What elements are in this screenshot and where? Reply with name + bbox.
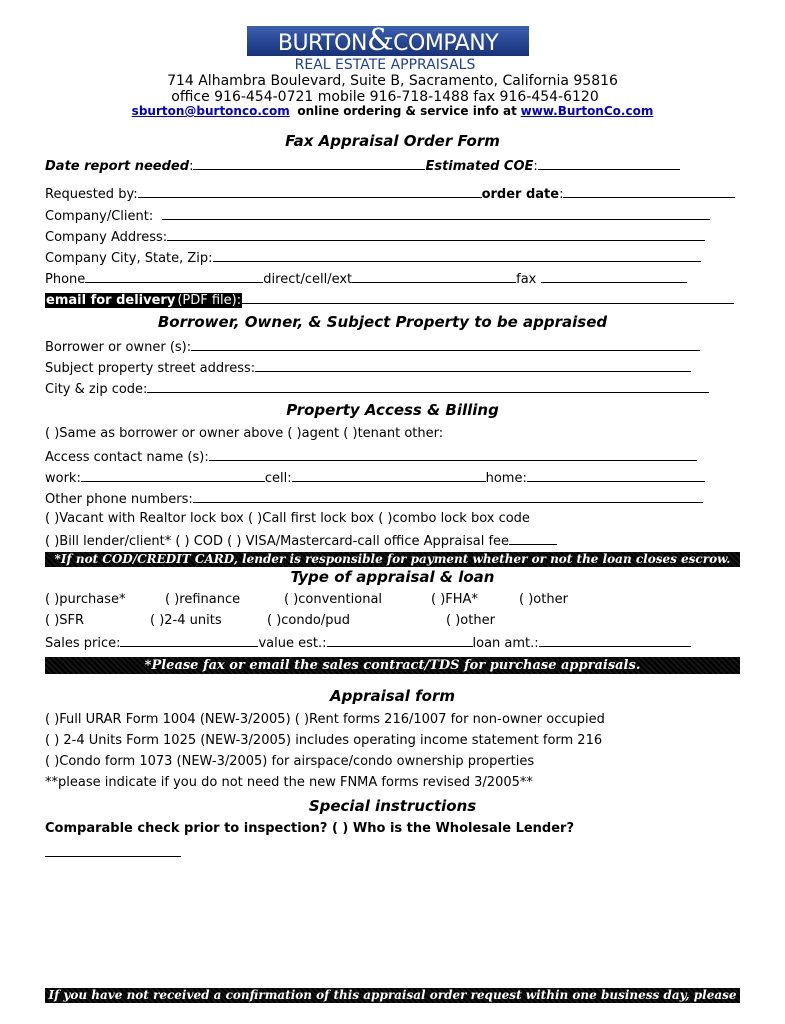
fnma-note: **please indicate if you do not need the new FNMA forms revised 3/2005** [45, 775, 533, 790]
company-city-row [45, 249, 701, 267]
order-date-field[interactable] [563, 185, 735, 198]
order-date-label: order date [481, 187, 560, 202]
home-field[interactable] [527, 469, 705, 482]
company-client-field[interactable] [162, 207, 710, 220]
loan-refinance-option[interactable]: ( )refinance [165, 592, 241, 607]
loan-amt-label: loan amt.: [472, 636, 539, 651]
work-cell-home-row [45, 469, 705, 487]
company-city-field[interactable] [213, 249, 701, 262]
colon: : [189, 159, 194, 174]
loan-other-option[interactable]: ( )other [519, 592, 568, 607]
sales-price-label: Sales price: [45, 636, 121, 651]
requested-by-row [45, 185, 735, 203]
borrower-heading: Borrower, Owner, & Subject Property to be appraised [157, 313, 608, 331]
company-address: 714 Alhambra Boulevard, Suite B, Sacramento, California 95816 [167, 73, 618, 89]
loan-conventional-option[interactable]: ( )conventional [284, 592, 383, 607]
payment-note-bar: *If not COD/CREDIT CARD, lender is responsible for payment whether or not the loan closes escrow. [45, 552, 740, 567]
logo-text-right: COMPANY [393, 31, 499, 56]
date-needed-label: Date report needed [45, 159, 190, 174]
estimated-coe-label: Estimated COE [425, 159, 534, 174]
form-1025-option[interactable]: ( ) 2-4 Units Form 1025 (NEW-3/2005) includes operating income statement form 216 [45, 733, 603, 748]
wholesale-lender-field[interactable] [45, 855, 181, 857]
borrower-row [45, 338, 700, 356]
billing-options-row [45, 532, 557, 550]
access-options-row[interactable]: ( )Same as borrower or owner above ( )agent ( )tenant other: [45, 426, 444, 441]
company-address-field[interactable] [167, 228, 705, 241]
access-contact-label: Access contact name (s): [45, 450, 209, 465]
other-phones-label: Other phone numbers: [45, 492, 193, 507]
city-zip-field[interactable] [147, 380, 709, 393]
appraisal-form-heading: Appraisal form [329, 687, 456, 705]
value-est-label: value est.: [258, 636, 327, 651]
lockbox-options-row[interactable]: ( )Vacant with Realtor lock box ( )Call first lock box ( )combo lock box code [45, 511, 530, 526]
sales-contract-note-bar: *Please fax or email the sales contract/TDS for purchase appraisals. [45, 657, 740, 674]
street-row [45, 359, 691, 377]
company-logo [247, 23, 529, 58]
loan-fha-option[interactable]: ( )FHA* [431, 592, 478, 607]
phone-label: Phone [45, 272, 86, 287]
property-sfr-option[interactable]: ( )SFR [45, 613, 85, 628]
email-link[interactable]: sburton@burtonco.com [131, 104, 290, 118]
date-needed-row [45, 157, 680, 175]
other-phones-row [45, 490, 703, 508]
email-delivery-row [45, 291, 734, 309]
sales-price-field[interactable] [120, 634, 258, 647]
comparable-check-row[interactable]: Comparable check prior to inspection? ( ) Who is the Wholesale Lender? [45, 821, 575, 836]
cell-field[interactable] [292, 469, 486, 482]
colon: : [559, 187, 564, 202]
requested-by-field[interactable] [138, 185, 482, 198]
phone-row [45, 270, 687, 288]
form-title: Fax Appraisal Order Form [285, 132, 500, 150]
direct-field[interactable] [352, 270, 516, 283]
company-address-row [45, 228, 705, 246]
access-heading: Property Access & Billing [286, 401, 499, 419]
fax-label: fax [516, 272, 537, 287]
property-condo-option[interactable]: ( )condo/pud [267, 613, 350, 628]
company-address-label: Company Address: [45, 230, 168, 245]
website-link[interactable]: www.BurtonCo.com [520, 104, 654, 118]
loan-amt-field[interactable] [539, 634, 691, 647]
special-heading: Special instructions [308, 797, 477, 815]
city-zip-row [45, 380, 709, 398]
company-client-label: Company/Client: [45, 209, 154, 224]
access-contact-field[interactable] [209, 448, 697, 461]
confirmation-note-bar: If you have not received a confirmation of this appraisal order request within one business day, please call. [45, 988, 740, 1003]
access-contact-row [45, 448, 697, 466]
colon: : [533, 159, 538, 174]
form-1004-option[interactable]: ( )Full URAR Form 1004 (NEW-3/2005) ( )Rent forms 216/1007 for non-owner occupied [45, 712, 605, 727]
form-1073-option[interactable]: ( )Condo form 1073 (NEW-3/2005) for airspace/condo ownership properties [45, 754, 535, 769]
value-est-field[interactable] [327, 634, 473, 647]
email-delivery-label: email for delivery [46, 293, 176, 308]
phone-field[interactable] [85, 270, 263, 283]
work-field[interactable] [81, 469, 265, 482]
borrower-label: Borrower or owner (s): [45, 340, 192, 355]
logo-text-left: BURTON [277, 31, 367, 56]
loan-purchase-option[interactable]: ( )purchase* [45, 592, 126, 607]
company-client-row [45, 207, 710, 225]
date-needed-field[interactable] [193, 157, 425, 170]
estimated-coe-field[interactable] [538, 157, 680, 170]
sales-value-loan-row [45, 634, 691, 652]
pdf-file-label: (PDF file): [177, 293, 242, 308]
borrower-field[interactable] [191, 338, 700, 351]
property-2-4-units-option[interactable]: ( )2-4 units [150, 613, 222, 628]
company-phones: office 916-454-0721 mobile 916-718-1488 fax 916-454-6120 [171, 89, 599, 105]
company-city-label: Company City, State, Zip: [45, 251, 213, 266]
street-field[interactable] [255, 359, 691, 372]
appraisal-fee-field[interactable] [509, 532, 557, 545]
loan-heading: Type of appraisal & loan [290, 568, 495, 586]
cell-label: cell: [264, 471, 292, 486]
company-subtitle: REAL ESTATE APPRAISALS [294, 57, 476, 73]
street-label: Subject property street address: [45, 361, 256, 376]
city-zip-label: City & zip code: [45, 382, 148, 397]
email-delivery-field[interactable] [242, 291, 734, 304]
work-label: work: [45, 471, 81, 486]
online-ordering-text: online ordering & service info at [297, 104, 517, 118]
other-phones-field[interactable] [193, 490, 703, 503]
direct-label: direct/cell/ext [263, 272, 353, 287]
requested-by-label: Requested by: [45, 187, 138, 202]
property-other-option[interactable]: ( )other [446, 613, 495, 628]
home-label: home: [485, 471, 527, 486]
contact-line [0, 104, 785, 118]
billing-options[interactable]: ( )Bill lender/client* ( ) COD ( ) VISA/Mastercard-call office Appraisal fee [45, 534, 510, 549]
fax-field[interactable] [541, 270, 687, 283]
logo-ampersand: & [366, 23, 394, 58]
